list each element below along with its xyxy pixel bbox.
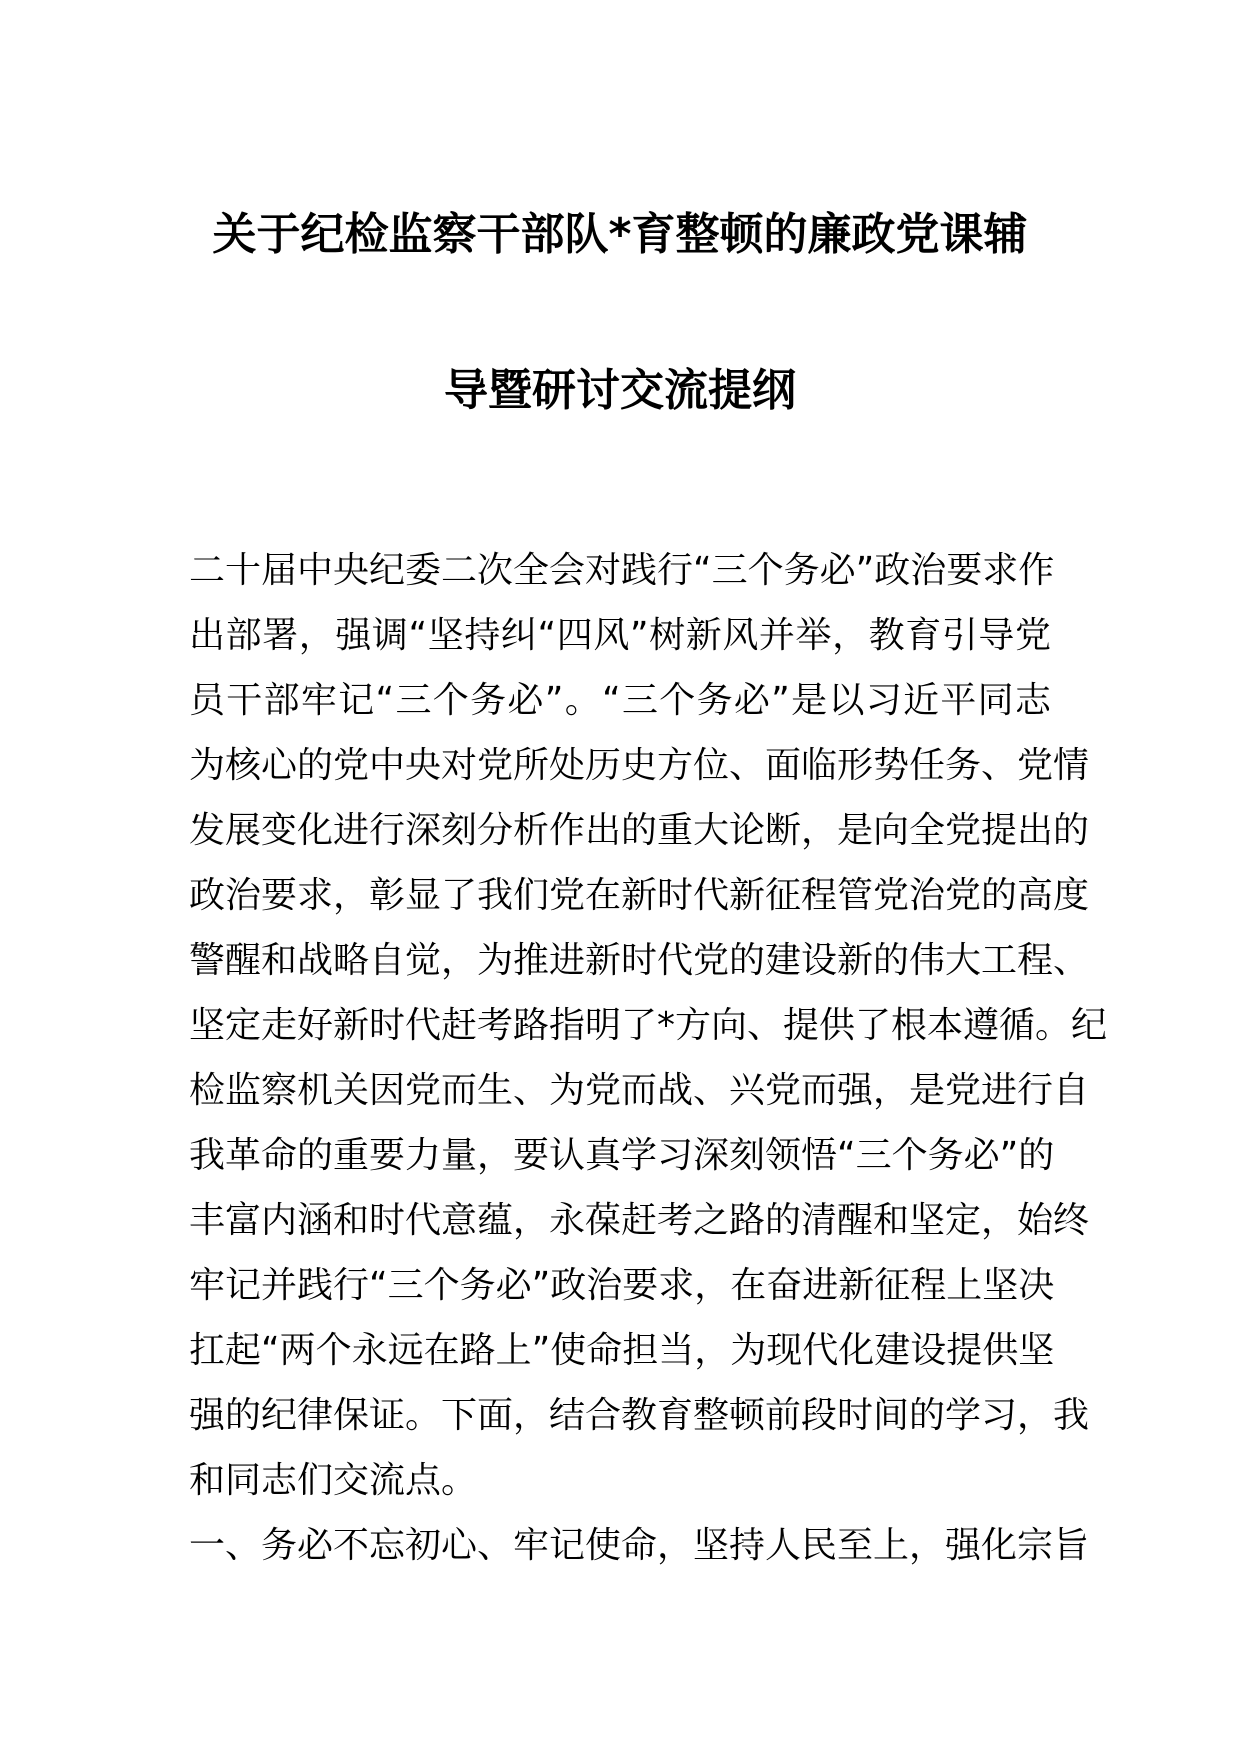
body-line: 强的纪律保证。下面，结合教育整顿前段时间的学习，我: [189, 1395, 1090, 1436]
body-line: 和同志们交流点。: [189, 1460, 478, 1501]
body-line: 扛起“两个永远在路上”使命担当，为现代化建设提供坚: [189, 1330, 1055, 1371]
body-line: 发展变化进行深刻分析作出的重大论断，是向全党提出的: [189, 810, 1090, 851]
document-title-line-1: 关于纪检监察干部队*育整顿的廉政党课辅: [212, 209, 1028, 260]
body-line: 检监察机关因党而生、为党而战、兴党而强，是党进行自: [189, 1070, 1090, 1111]
body-line: 坚定走好新时代赶考路指明了*方向、提供了根本遵循。纪: [189, 1005, 1108, 1046]
body-line: 丰富内涵和时代意蕴，永葆赶考之路的清醒和坚定，始终: [189, 1200, 1090, 1241]
body-line: 政治要求，彰显了我们党在新时代新征程管党治党的高度: [189, 875, 1090, 916]
body-line: 二十届中央纪委二次全会对践行“三个务必”政治要求作: [189, 550, 1055, 591]
document-title-line-2: 导暨研讨交流提纲: [444, 365, 796, 416]
document-body: [189, 538, 1108, 1578]
body-line: 为核心的党中央对党所处历史方位、面临形势任务、党情: [189, 745, 1090, 786]
body-line: 警醒和战略自觉，为推进新时代党的建设新的伟大工程、: [189, 940, 1090, 981]
body-line: 牢记并践行“三个务必”政治要求，在奋进新征程上坚决: [189, 1265, 1055, 1306]
body-line: 出部署，强调“坚持纠“四风”树新风并举，教育引导党: [189, 615, 1051, 656]
body-line: 我革命的重要力量，要认真学习深刻领悟“三个务必”的: [189, 1135, 1055, 1176]
section-heading-1: 一、务必不忘初心、牢记使命，坚持人民至上，强化宗旨: [189, 1525, 1090, 1566]
body-line: 员干部牢记“三个务必”。“三个务必”是以习近平同志: [189, 680, 1051, 721]
